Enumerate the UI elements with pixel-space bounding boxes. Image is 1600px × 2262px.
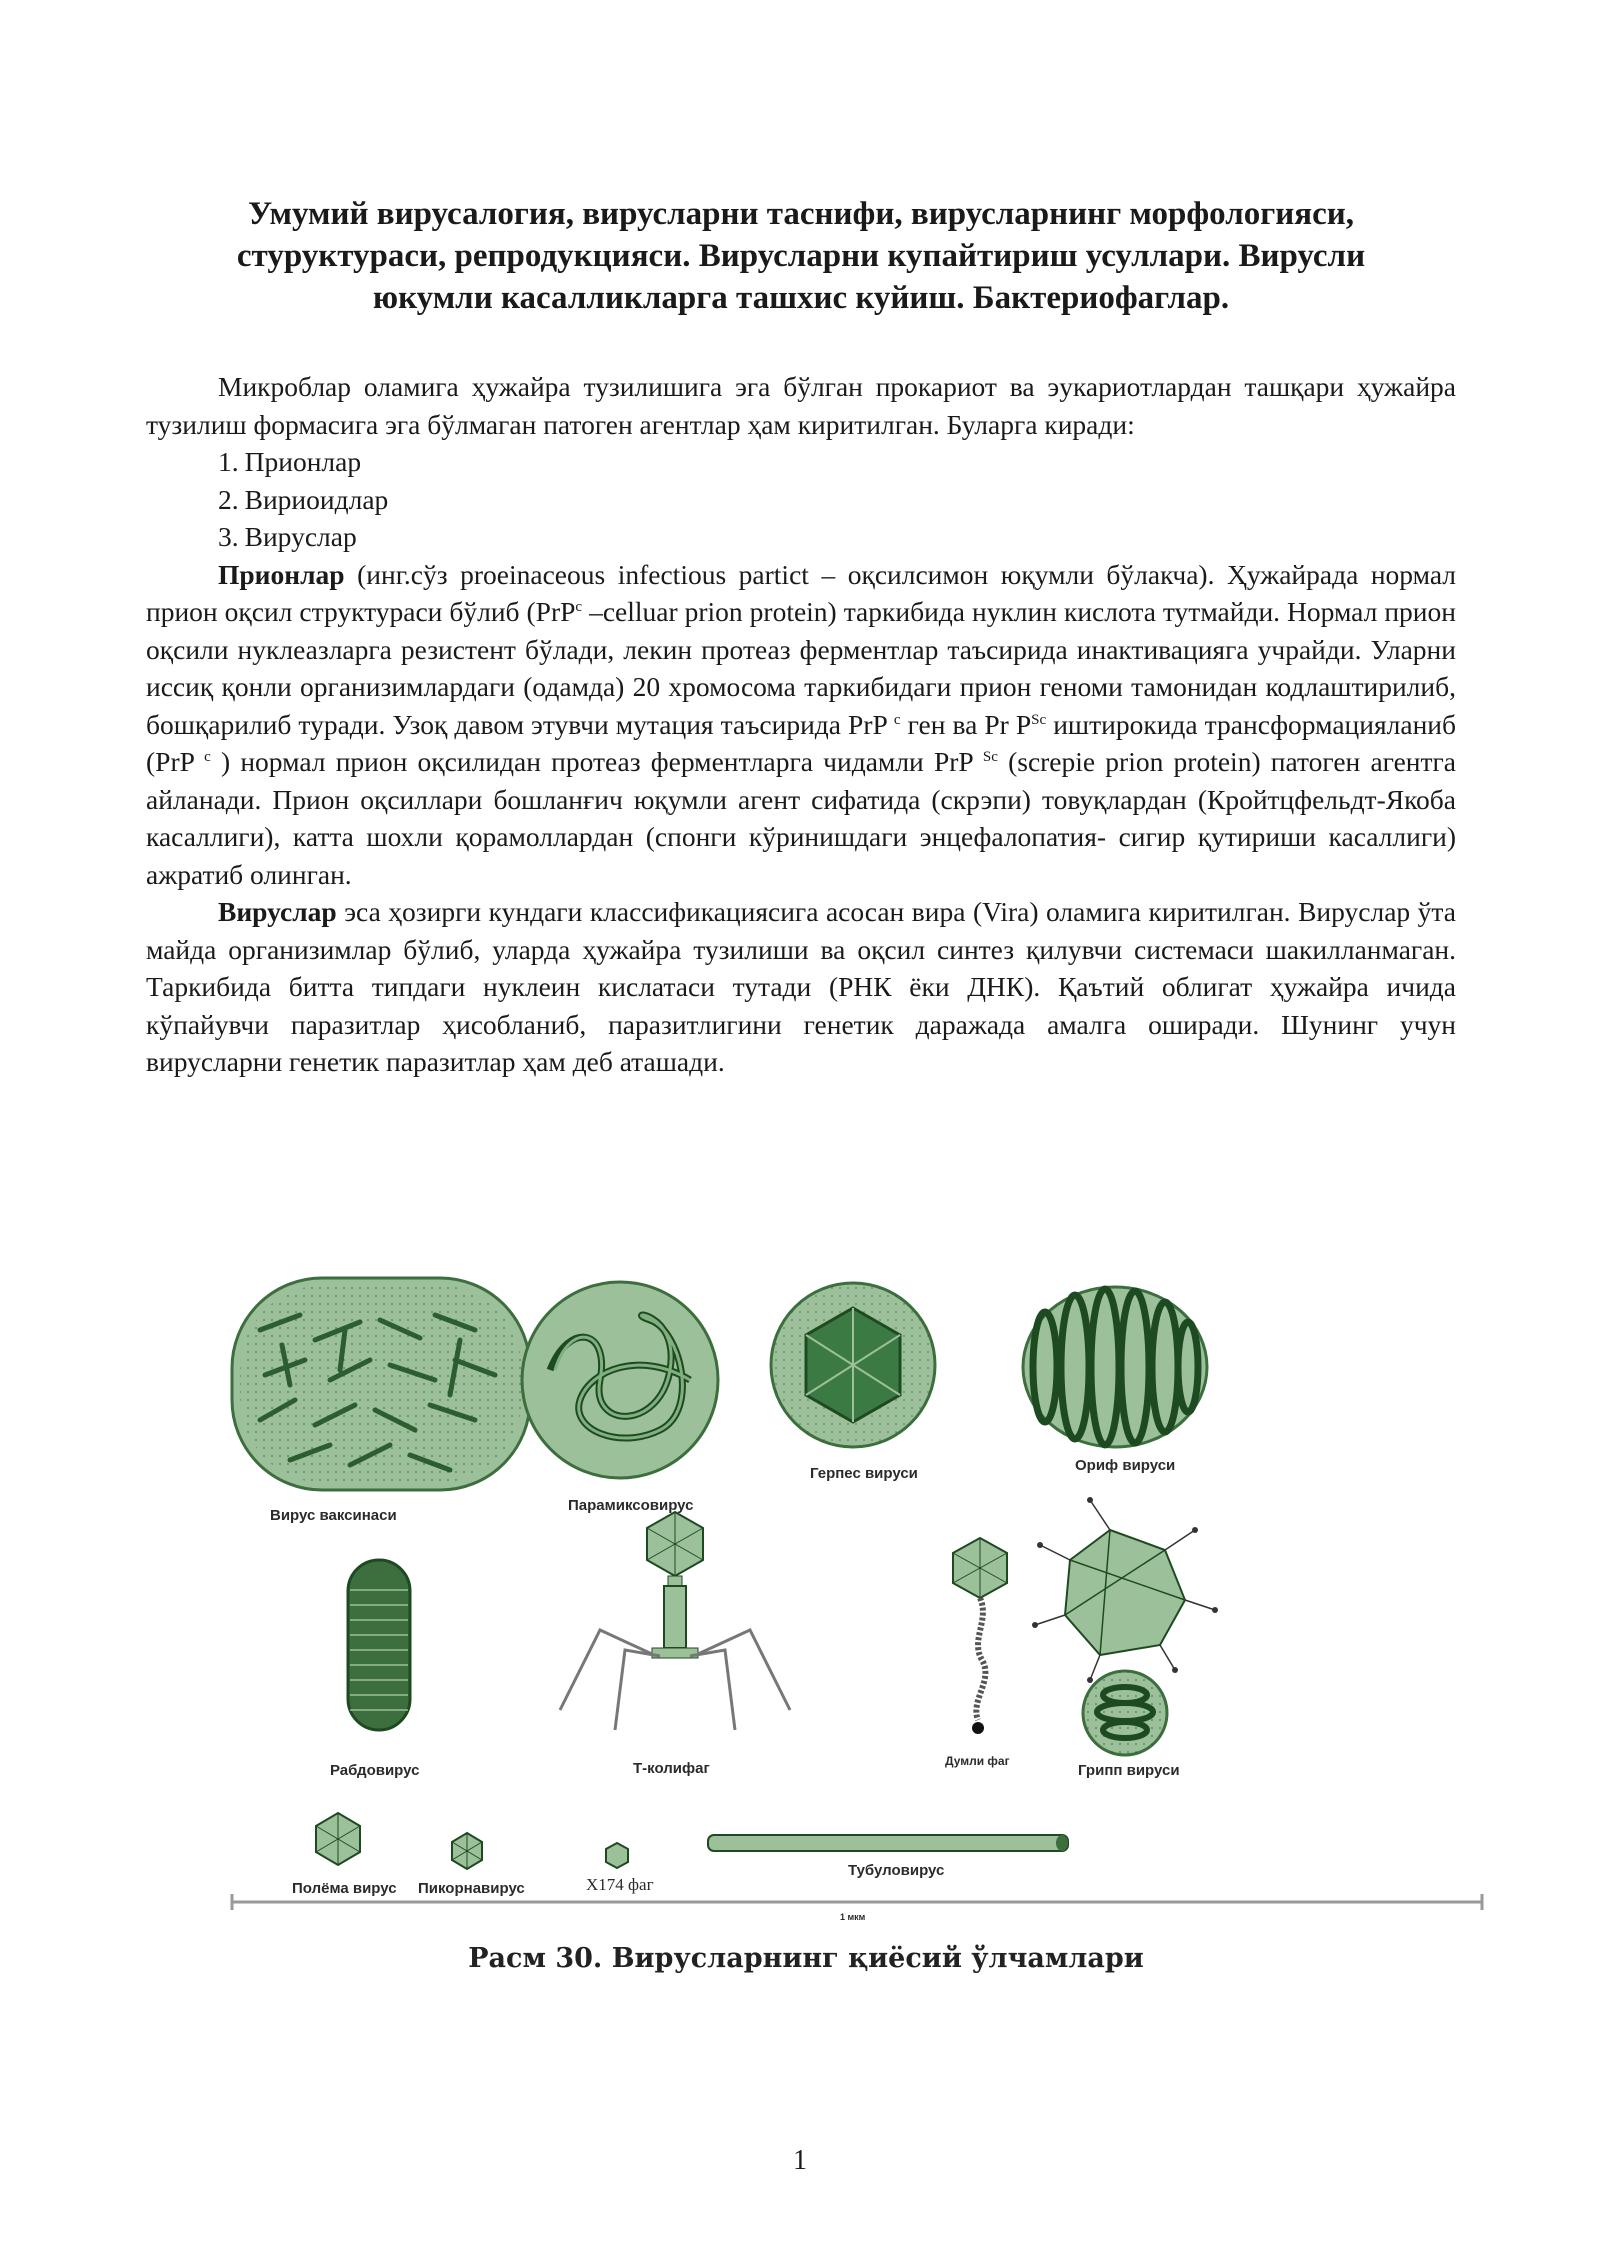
- picornavirus-label: Пикорнавирус: [418, 1880, 525, 1897]
- polyoma-virus: [292, 1813, 397, 1897]
- scale-label: 1 мкм: [840, 1912, 866, 1922]
- tailed-phage-label: Думли фаг: [945, 1754, 1010, 1768]
- herpes-label: Герпес вируси: [810, 1465, 918, 1482]
- scale-bar: [232, 1894, 1482, 1922]
- vaccinia-virus: [232, 1278, 530, 1524]
- list-text: Вириоидлар: [244, 483, 389, 515]
- rhabdovirus-label: Рабдовирус: [330, 1762, 420, 1779]
- orf-virus: [1023, 1287, 1207, 1474]
- list-item: [146, 518, 1456, 556]
- viruses-paragraph: Вируслар эса ҳозирги кундаги классификациясига асосан вира (Vira) оламига киритилган. Вируслар ўта майда организимлар бўлиб, уларда ҳужайра тузилиши ва оқсил синтез қилувчи системаси шакилланмаган. Таркибида битта типдаги нуклеин кислатаси тутади (РНК ёки ДНК). Қаътий облигат ҳужайра ичида кўпайувчи паразитлар ҳисобланиб, паразитлигини генетик даражада амалга оширади. Шунинг учун вирусларни генетик паразитлар ҳам деб аташади.: [146, 896, 1456, 1077]
- list-text: Прионлар: [244, 446, 362, 477]
- t-coliphage-label: Т-колифаг: [633, 1760, 710, 1777]
- picornavirus: [418, 1833, 525, 1897]
- x174-phage: [586, 1843, 654, 1894]
- prions-term: Прионлар: [218, 558, 345, 590]
- virus-illustration: [220, 1260, 1500, 1940]
- x174-label: X174 фаг: [586, 1875, 654, 1894]
- tubulovirus: [708, 1835, 1068, 1879]
- title-line-1: Умумий вирусалогия, вирусларни таснифи, вирусларнинг морфологияси,: [247, 196, 1354, 232]
- paramyxovirus: [522, 1282, 718, 1514]
- title-line-3: юкумли касалликларга ташхис куйиш. Бактериофаглар.: [372, 280, 1230, 316]
- viruses-term: Вируслар: [218, 896, 337, 927]
- polyoma-label: Полёма вирус: [292, 1880, 397, 1897]
- page-number: 1: [793, 2145, 807, 2176]
- document-body: [146, 368, 1456, 1081]
- list-number: 2.: [218, 483, 239, 515]
- virus-size-figure: [220, 1260, 1500, 1940]
- list-item: [146, 443, 1456, 481]
- list-item: [146, 481, 1456, 519]
- intro-paragraph: Микроблар оламига ҳужайра тузилишига эга бўлган прокариот ва эукариотлардан ташқари ҳужайра тузилиш формасига эга бўлмаган патоген агентлар ҳам киритилган. Буларга киради:: [146, 371, 1456, 440]
- list-number: 1.: [218, 446, 239, 477]
- document-title: [146, 193, 1456, 319]
- tubulovirus-label: Тубуловирус: [848, 1862, 945, 1879]
- vaccinia-label: Вирус ваксинаси: [270, 1507, 397, 1524]
- list-number: 3.: [218, 521, 239, 552]
- tailed-phage: [945, 1538, 1010, 1768]
- influenza-virus: [1078, 1671, 1180, 1779]
- rhabdovirus: [330, 1560, 419, 1779]
- orf-label: Ориф вируси: [1075, 1457, 1176, 1474]
- title-line-2: стуруктураси, репродукцияси. Вирусларни купайтириш усуллари. Вирусли: [236, 238, 1366, 274]
- t-coliphage: [560, 1512, 790, 1777]
- list-text: Вируслар: [244, 521, 357, 552]
- paramyxovirus-label: Парамиксовирус: [568, 1497, 694, 1514]
- herpes-virus: [771, 1283, 935, 1482]
- prions-paragraph: Прионлар (инг.сўз proeinaceous infectious partict – оқсилсимон юқумли бўлакча). Ҳужайрада нормал прион оқсил структураси бўлиб (PrP$^c$ –celluar prion protein) таркибида нуклин кислота тутмайди. Нормал прион оқсили нуклеазларга резистент бўлади, лекин протеаз ферментлар таъсирида инактивацияга учрайди. Уларни иссиқ қонли организимлардаги (одамда) 20 хромосома таркибидаги прион геноми тамонидан кодлаштирилиб, бошқарилиб туради. Узоқ давом этувчи мутация таъсирида PrP $^c$ ген ва Pr $P^{Sc}$ иштирокида трансформацияланиб (PrP $^c$ ) нормал прион оқсилидан протеаз ферментларга чидамли PrP $^{Sc}$ (screpie prion protein) патоген агентга айланади. Прион оқсиллари бошланғич юқумли агент сифатида (скрэпи) товуқлардан (Кройтцфельдт-Якоба касаллиги), катта шохли қорамоллардан (спонги кўринишдаги энцефалопатия- сигир қутириши касаллиги) ажратиб олинган.: [146, 558, 1457, 890]
- influenza-label: Грипп вируси: [1078, 1762, 1180, 1779]
- figure-caption: Расм 30. Вирусларнинг қиёсий ўлчамлари: [468, 1943, 1144, 1974]
